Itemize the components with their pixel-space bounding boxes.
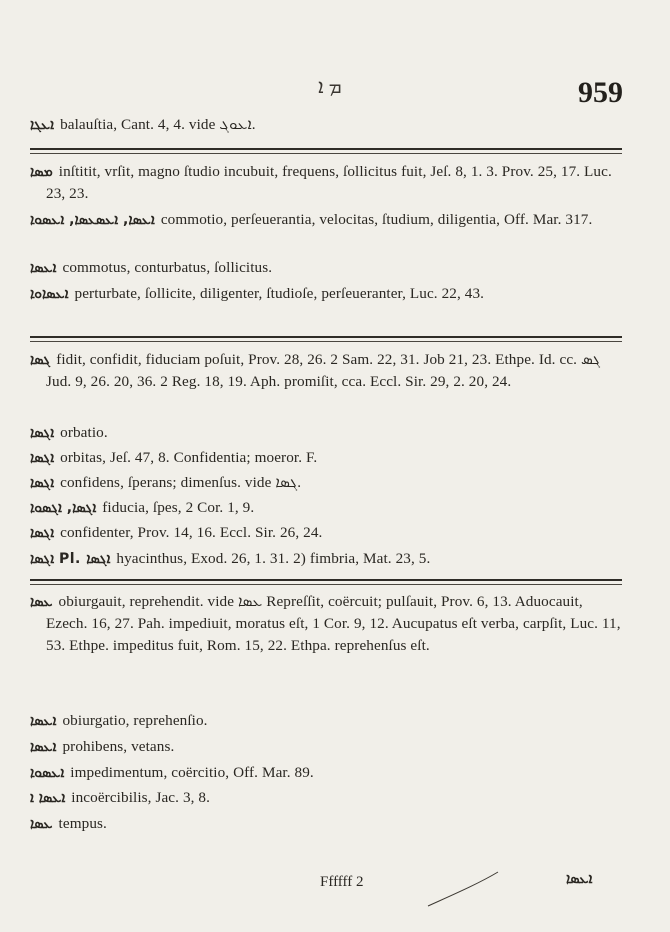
entry-text: commotus, conturbatus, ſollicitus. — [62, 259, 273, 276]
running-head-letters: ܡ ܐ — [318, 76, 342, 98]
syriac-headword: ܥܣܐ — [30, 594, 53, 610]
syriac-headword: ܐܥܣܐ — [30, 260, 57, 276]
entry-text: fiducia, ſpes, 2 Cor. 1, 9. — [102, 499, 255, 516]
entry-text: fidit, confidit, fiduciam poſuit, Prov. 28, 26. 2 Sam. 22, 31. Job 21, 23. Ethpe. Id. cc. ܓܣ Jud. 9, 26. 20, 36. 2 Reg. 18, 19. Aph. promiſit, cca. Eccl. Sir. 29, 2. 20, 24. — [46, 351, 601, 390]
syriac-headword: ܐܥܣܐ — [30, 713, 57, 729]
entry-text: obiurgauit, reprehendit. vide ܥܣܐ Repreſſit, coërcuit; pulſauit, Prov. 6, 13. Aduocauit, Ezech. 16, 27. Pah. impediuit, moratus eſt, 1 Cor. 9, 12. Aucupatus eſt verba, carpſit, Luc. 11, 53. Ethpe. impeditus fuit, Rom. 15, 22. Ethpa. reprehenſus eſt. — [46, 593, 621, 654]
syriac-headword: ܐܥܣܐܘܐ — [30, 286, 69, 302]
entry-text: orbitas, Jeſ. 47, 8. Confidentia; moeror. F. — [60, 449, 318, 466]
entry-text: incoërcibilis, Jac. 3, 8. — [71, 789, 211, 806]
syriac-headword: ܥܣܐ — [30, 816, 53, 832]
syriac-headword: ܐܥܣܐ, ܐܥܣܥܣܐ, ܐܥܣܘܐ — [30, 212, 155, 228]
entry-text: hyacinthus, Exod. 26, 1. 31. 2) fimbria, Mat. 23, 5. — [116, 550, 431, 567]
syriac-headword: ܓܣܐ — [30, 352, 51, 368]
syriac-headword: ܐܓܣܐ Pl. ܐܓܣܐ — [30, 551, 111, 567]
entry-text: confidenter, Prov. 14, 16. Eccl. Sir. 26, 24. — [60, 524, 323, 541]
syriac-headword: ܐܓܣܐ, ܐܓܣܘܐ — [30, 500, 97, 516]
entry-text: obiurgatio, reprehenſio. — [62, 712, 208, 729]
entry-text: perturbate, ſollicite, diligenter, ſtudioſe, perſeueranter, Luc. 22, 43. — [74, 285, 485, 302]
syriac-headword: ܐܥܣܐ ܐ — [30, 790, 66, 806]
entry-text: commotio, perſeuerantia, velocitas, ſtudium, diligentia, Off. Mar. 317. — [160, 211, 593, 228]
entry-text: impedimentum, coërcitio, Off. Mar. 89. — [70, 764, 314, 781]
signature-mark: Ffffff 2 — [320, 874, 364, 890]
syriac-headword: ܐܥܓܐ — [30, 117, 55, 133]
syriac-headword: ܡܣܐ — [30, 164, 53, 180]
entry-text: prohibens, vetans. — [62, 738, 175, 755]
entry-text: confidens, ſperans; dimenſus. vide ܓܣܐ. — [60, 474, 302, 491]
entry-text: balauſtia, Cant. 4, 4. vide ܐܥܘܓ. — [60, 116, 256, 133]
page-number: 959 — [578, 76, 623, 109]
entry-text: inſtitit, vrſit, magno ſtudio incubuit, frequens, ſollicitus fuit, Jeſ. 8, 1. 3. Prov. 25, 17. Luc. 23, 23. — [46, 163, 612, 202]
syriac-headword: ܐܓܣܐ — [30, 475, 55, 491]
syriac-headword: ܐܓܣܐ — [30, 425, 55, 441]
syriac-headword: ܐܓܣܐ — [30, 450, 55, 466]
syriac-headword: ܐܓܣܐ — [30, 525, 55, 541]
entry-text: orbatio. — [60, 424, 108, 441]
catchword: ܐܥܣܐ — [566, 871, 593, 887]
entry-text: tempus. — [58, 815, 107, 832]
syriac-headword: ܐܥܣܐ — [30, 739, 57, 755]
syriac-headword: ܐܥܣܘܐ — [30, 765, 65, 781]
